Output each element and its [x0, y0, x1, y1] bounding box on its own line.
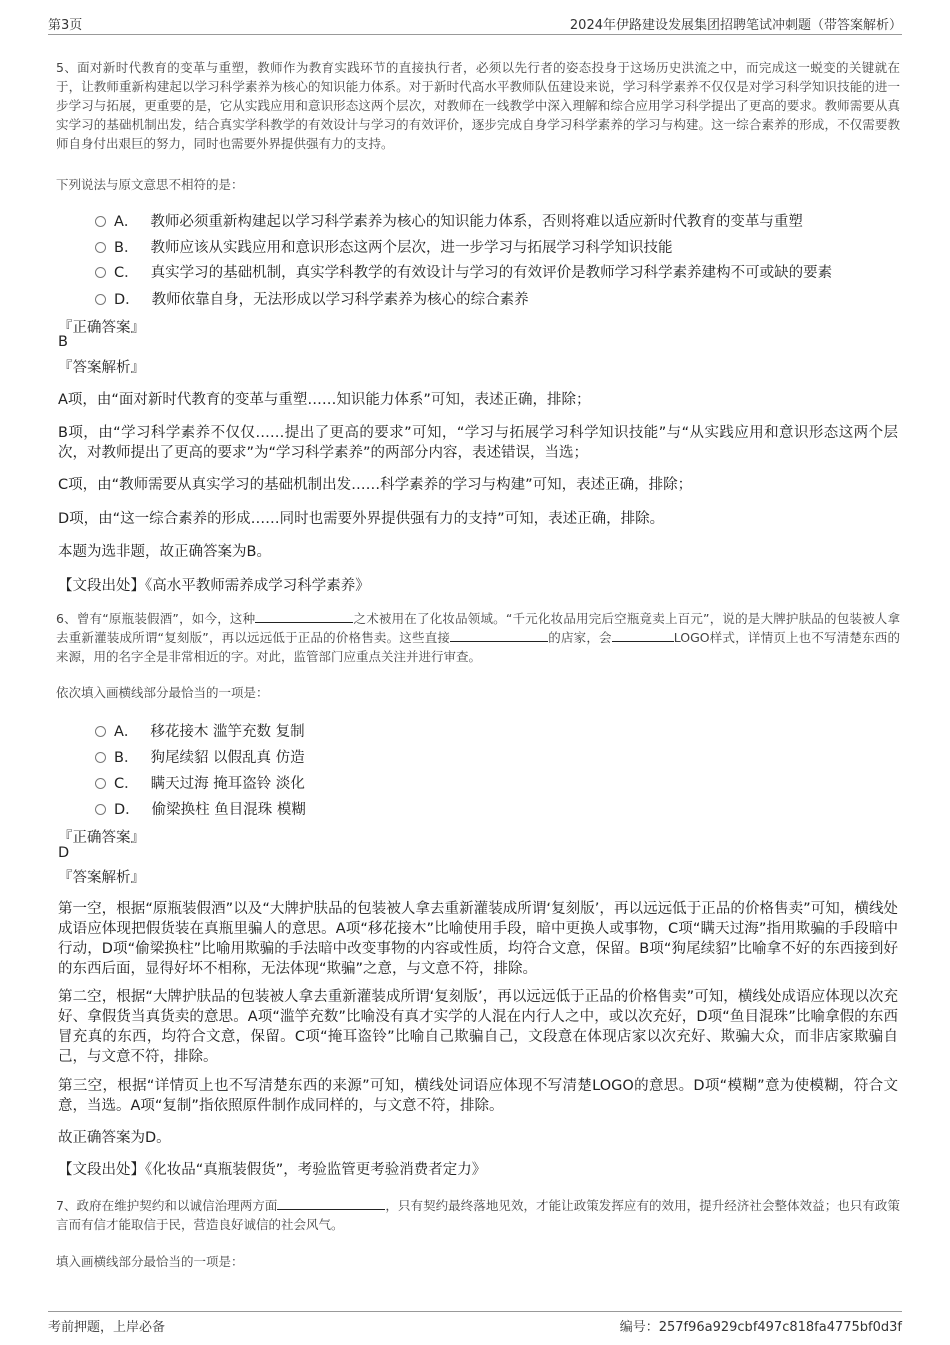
document-id: 编号：257f96a929cbf497c818fa4775bf0d3f	[619, 1320, 902, 1335]
radio-icon[interactable]	[95, 726, 106, 737]
radio-icon[interactable]	[95, 216, 106, 227]
radio-icon[interactable]	[95, 804, 106, 815]
question-6-conclusion: 故正确答案为D。	[58, 1130, 171, 1146]
question-6-answer: D	[58, 845, 70, 861]
question-6-text: 6、曾有“原瓶装假酒”，如今，这种 之术被用在了化妆品领域。“千元化妆品用完后空瓶竟卖上百元”，说的是大牌护肤品的包装被人拿去重新灌装成所谓“复刻版”，再以远远低于正品的价格售卖。这些直接 的店家，会 LOGO样式，详情页上也不写清楚东西的来源，用的名字全是非常相近的字。对此，监管部门应重点关注并进行审查。	[56, 611, 900, 664]
question-6-analysis-1: 第一空，根据“原瓶装假酒”以及“大牌护肤品的包装被人拿去重新灌装成所谓‘复刻版’，再以远远低于正品的价格售卖”可知，横线处成语应体现把假货装在真瓶里骗人的意思。A项“移花接木”比喻使用手段，暗中更换人或事物，C项“瞒天过海”指用欺骗的手段暗中行动，D项“偷梁换柱”比喻用欺骗的手法暗中改变事物的内容或性质，均符合文意，保留。B项“狗尾续貂”比喻拿不好的东西接到好的东西后面，显得好坏不相称，无法体现“欺骗”之意，与文意不符，排除。	[58, 901, 898, 977]
question-5-prompt: 下列说法与原文意思不相符的是：	[56, 177, 244, 192]
question-6-option-b[interactable]: B． 狗尾续貂 以假乱真 仿造	[95, 746, 305, 767]
question-7	[56, 1196, 900, 1234]
blank-1[interactable]	[277, 1197, 385, 1210]
question-5-analysis-a: A项，由“面对新时代教育的变革与重塑……知识能力体系”可知，表述正确，排除；	[58, 392, 591, 408]
radio-icon[interactable]	[95, 267, 106, 278]
blank-3[interactable]	[612, 629, 674, 642]
question-5-answer-label: 『正确答案』	[58, 320, 145, 336]
question-5-text: 5、面对新时代教育的变革与重塑，教师作为教育实践环节的直接执行者，必须以先行者的姿态投身于这场历史洪流之中，而完成这一蜕变的关键就在于，让教师重新构建起以学习科学素养为核心的知识能力体系。对于新时代高水平教师队伍建设来说，学习科学素养不仅仅是对学习科学知识技能的进一步学习与拓展，更重要的是，它从实践应用和意识形态这两个层次，对教师在一线教学中深入理解和综合应用学习科学提出了更高的要求。教师需要从真实学习的基础机制出发，结合真实学科教学的有效设计与学习的有效评价，逐步完成自身学习科学素养的学习与构建。这一综合素养的形成，不仅需要教师自身付出艰巨的努力，同时也需要外界提供强有力的支持。	[56, 60, 900, 151]
document-title: 2024年伊路建设发展集团招聘笔试冲刺题（带答案解析）	[569, 18, 902, 33]
question-5-source: 【文段出处】《高水平教师需养成学习科学素养》	[58, 578, 370, 594]
question-6-analysis-3: 第三空，根据“详情页上也不写清楚东西的来源”可知，横线处词语应体现不写清楚LOGO的意思。D项“模糊”意为使模糊，符合文意，当选。A项“复制”指依照原件制作成同样的，与文意不符，排除。	[58, 1078, 898, 1114]
question-5-analysis-label: 『答案解析』	[58, 360, 145, 376]
question-6-analysis-label: 『答案解析』	[58, 870, 145, 886]
question-5-option-c[interactable]: C． 真实学习的基础机制，真实学科教学的有效设计与学习的有效评价是教师学习科学素养建构不可或缺的要素	[95, 261, 832, 282]
page-number: 第3页	[48, 18, 83, 33]
footer-slogan: 考前押题，上岸必备	[48, 1320, 166, 1335]
page-footer	[48, 1311, 902, 1336]
question-5-option-d[interactable]: D． 教师依靠自身，无法形成以学习科学素养为核心的综合素养	[95, 288, 529, 309]
question-6-option-c[interactable]: C． 瞒天过海 掩耳盗铃 淡化	[95, 772, 305, 793]
blank-1[interactable]	[255, 610, 353, 623]
question-5-analysis-c: C项，由“教师需要从真实学习的基础机制出发……科学素养的学习与构建”可知，表述正确，排除；	[58, 477, 693, 493]
question-7-prompt: 填入画横线部分最恰当的一项是：	[56, 1254, 244, 1269]
question-6	[56, 609, 900, 666]
question-6-analysis-2: 第二空，根据“大牌护肤品的包装被人拿去重新灌装成所谓‘复刻版’，再以远远低于正品的价格售卖”可知，横线处成语应体现以次充好、拿假货当真货卖的意思。A项“滥竽充数”比喻没有真才实学的人混在内行人之中，或以次充好，D项“鱼目混珠”比喻拿假的东西冒充真的东西，均符合文意，保留。C项“掩耳盗铃”比喻自己欺骗自己，文段意在体现店家以次充好、欺骗大众，而非店家欺骗自己，与文意不符，排除。	[58, 989, 898, 1065]
question-7-text: 7、政府在维护契约和以诚信治理两方面 ，只有契约最终落地见效，才能让政策发挥应有的效用，提升经济社会整体效益；也只有政策言而有信才能取信于民，营造良好诚信的社会风气。	[56, 1198, 900, 1232]
question-6-source: 【文段出处】《化妆品“真瓶装假货”，考验监管更考验消费者定力》	[58, 1162, 487, 1178]
question-5-answer: B	[58, 334, 68, 350]
question-5-option-a[interactable]: A． 教师必须重新构建起以学习科学素养为核心的知识能力体系，否则将难以适应新时代教育的变革与重塑	[95, 210, 803, 231]
question-5-analysis-d: D项，由“这一综合素养的形成……同时也需要外界提供强有力的支持”可知，表述正确，排除。	[58, 511, 665, 527]
question-6-option-a[interactable]: A． 移花接木 滥竽充数 复制	[95, 720, 305, 741]
question-5-conclusion: 本题为选非题，故正确答案为B。	[58, 544, 271, 560]
question-5-analysis-b: B项，由“学习科学素养不仅仅……提出了更高的要求”可知，“学习与拓展学习科学知识技能”与“从实践应用和意识形态这两个层次，对教师提出了更高的要求”为“学习科学素养”的两部分内容，表述错误，当选；	[58, 425, 898, 461]
radio-icon[interactable]	[95, 778, 106, 789]
question-6-option-d[interactable]: D． 偷梁换柱 鱼目混珠 模糊	[95, 798, 306, 819]
blank-2[interactable]	[450, 629, 548, 642]
page-header	[48, 12, 902, 35]
radio-icon[interactable]	[95, 242, 106, 253]
radio-icon[interactable]	[95, 294, 106, 305]
radio-icon[interactable]	[95, 752, 106, 763]
question-5-option-b[interactable]: B． 教师应该从实践应用和意识形态这两个层次，进一步学习与拓展学习科学知识技能	[95, 236, 672, 257]
question-6-prompt: 依次填入画横线部分最恰当的一项是：	[56, 685, 269, 700]
question-6-answer-label: 『正确答案』	[58, 830, 145, 846]
question-5	[56, 58, 900, 153]
